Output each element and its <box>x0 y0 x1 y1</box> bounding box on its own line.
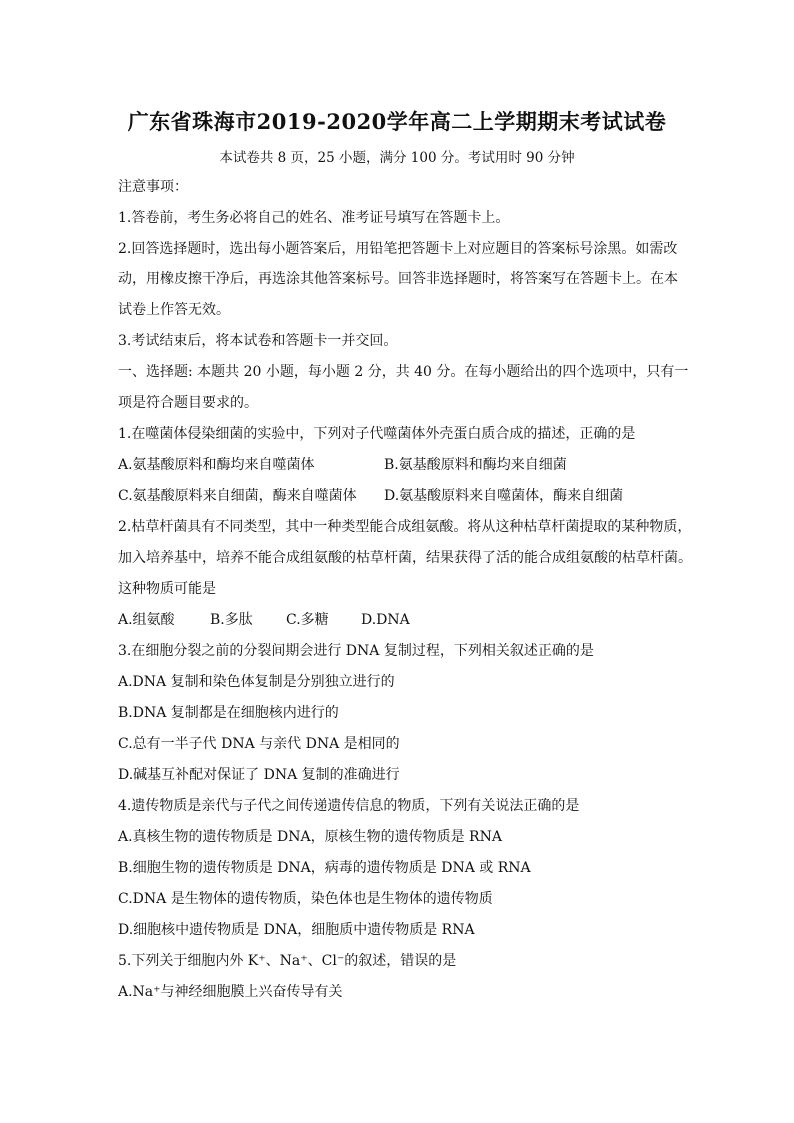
notice-2-line-2: 动，用橡皮擦干净后，再选涂其他答案标号。回答非选择题时，将答案写在答题卡上。在本 <box>118 271 678 287</box>
question-4-option-d: D.细胞核中遗传物质是 DNA，细胞质中遗传物质是 RNA <box>118 922 475 938</box>
question-1-option-c: C.氨基酸原料来自细菌，酶来自噬菌体 <box>118 488 357 504</box>
question-3-option-d: D.碱基互补配对保证了 DNA 复制的准确进行 <box>118 767 400 783</box>
question-4-option-c: C.DNA 是生物体的遗传物质，染色体也是生物体的遗传物质 <box>118 891 493 907</box>
question-4-stem: 4.遗传物质是亲代与子代之间传递遗传信息的物质，下列有关说法正确的是 <box>118 798 580 814</box>
question-1-option-a: A.氨基酸原料和酶均来自噬菌体 <box>118 457 315 473</box>
question-1-option-d: D.氨基酸原料来自噬菌体，酶来自细菌 <box>384 488 624 504</box>
question-2-option-d: D.DNA <box>361 612 410 628</box>
question-3-option-b: B.DNA 复制都是在细胞核内进行的 <box>118 705 339 721</box>
question-3-option-c: C.总有一半子代 DNA 与亲代 DNA 是相同的 <box>118 736 400 752</box>
question-1-option-b: B.氨基酸原料和酶均来自细菌 <box>384 457 567 473</box>
question-3-option-a: A.DNA 复制和染色体复制是分别独立进行的 <box>118 674 395 690</box>
section-1-heading-line-2: 项是符合题目要求的。 <box>118 395 258 411</box>
question-2-stem-line-2: 加入培养基中，培养不能合成组氨酸的枯草杆菌，结果获得了活的能合成组氨酸的枯草杆菌。 <box>118 550 692 566</box>
question-4-option-a: A.真核生物的遗传物质是 DNA，原核生物的遗传物质是 RNA <box>118 829 502 845</box>
question-2-option-c: C.多糖 <box>286 612 329 628</box>
question-2-option-a: A.组氨酸 <box>118 612 175 628</box>
question-4-option-b: B.细胞生物的遗传物质是 DNA，病毒的遗传物质是 DNA 或 RNA <box>118 860 531 876</box>
question-2-option-b: B.多肽 <box>210 612 253 628</box>
question-1-stem: 1.在噬菌体侵染细菌的实验中，下列对子代噬菌体外壳蛋白质合成的描述，正确的是 <box>118 426 636 442</box>
section-1-heading-line-1: 一、选择题: 本题共 20 小题，每小题 2 分，共 40 分。在每小题给出的四个选项中，只有一 <box>118 364 689 380</box>
question-2-stem-line-1: 2.枯草杆菌具有不同类型，其中一种类型能合成组氨酸。将从这种枯草杆菌提取的某种物质， <box>118 519 692 535</box>
notice-1: 1.答卷前，考生务必将自己的姓名、准考证号填写在答题卡上。 <box>118 210 510 226</box>
exam-title: 广东省珠海市2019-2020学年高二上学期期末考试试卷 <box>127 109 667 134</box>
question-5-stem: 5.下列关于细胞内外 K⁺、Na⁺、Cl⁻的叙述，错误的是 <box>118 953 457 969</box>
notice-3: 3.考试结束后，将本试卷和答题卡一并交回。 <box>118 333 398 349</box>
question-5-option-a: A.Na⁺与神经细胞膜上兴奋传导有关 <box>118 984 343 1000</box>
question-2-stem-line-3: 这种物质可能是 <box>118 581 216 597</box>
exam-subtitle: 本试卷共 8 页，25 小题，满分 100 分。考试用时 90 分钟 <box>219 150 575 166</box>
question-3-stem: 3.在细胞分裂之前的分裂间期会进行 DNA 复制过程，下列相关叙述正确的是 <box>118 643 594 659</box>
notice-heading: 注意事项： <box>118 179 188 195</box>
notice-2-line-3: 试卷上作答无效。 <box>118 302 230 318</box>
notice-2-line-1: 2.回答选择题时，选出每小题答案后，用铅笔把答题卡上对应题目的答案标号涂黑。如需改 <box>118 241 678 257</box>
